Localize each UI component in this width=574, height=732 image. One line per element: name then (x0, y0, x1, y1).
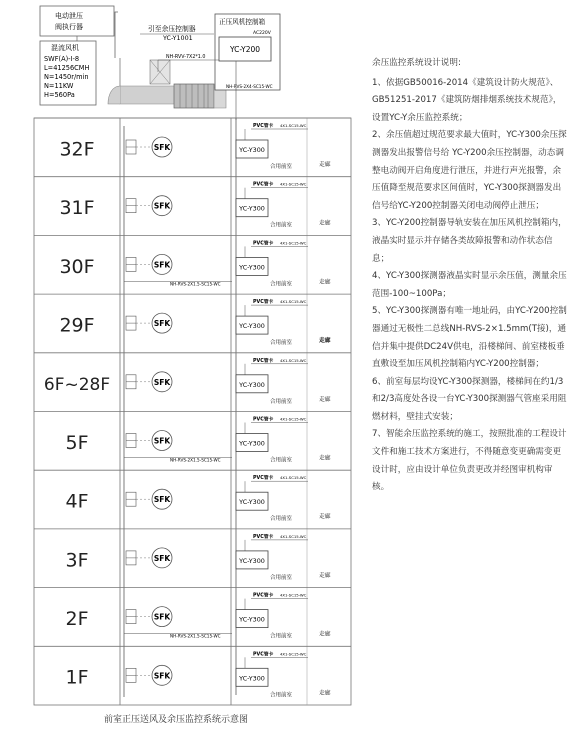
fan-title: 混流风机 (51, 44, 79, 52)
sfk-label: SFK (153, 143, 171, 152)
pipe-spec-label: 4X1-SC15-WC (280, 240, 307, 246)
cable-label: NH-RVS-2X1.5-SC15-WC (170, 281, 221, 287)
sfk-label: SFK (153, 377, 171, 387)
floor-label: 4F (65, 490, 89, 513)
lead-text-2: YC-Y1001 (163, 34, 193, 42)
ac-label: AC220V (253, 31, 271, 36)
fan-spec-4: N=11KW (44, 82, 74, 90)
floor-row (34, 118, 351, 170)
pvc-label: PVC管卡 (253, 652, 274, 658)
valve-actuator-box (40, 6, 114, 36)
room-label: 合用前室 (270, 340, 293, 347)
floor-sections (34, 118, 351, 705)
pvc-label: PVC管卡 (253, 241, 274, 247)
room-label: 合用前室 (270, 574, 293, 581)
corridor-label: 走廊 (319, 572, 331, 579)
pipe-spec-label: 4X1-SC15-WC (280, 651, 307, 657)
sensor-label: YC-Y300 (239, 615, 265, 624)
floor-row (34, 235, 351, 287)
floor-label: 3F (65, 549, 89, 572)
cable-label: NH-RVS-2X1.5-SC15-WC (170, 633, 221, 639)
cable-top-label: NH-RVV-7X2*1.0 (166, 55, 206, 60)
pipe-spec-label: 4X1-SC15-WC (280, 533, 307, 539)
design-notes (372, 55, 568, 497)
room-label: 合用前室 (270, 164, 293, 170)
cable-side-label: NH-RVS-2X4-SC15-WC (226, 84, 273, 89)
fan-spec-1: SWF(A)-I-8 (44, 55, 80, 63)
sfk-label: SFK (153, 553, 171, 563)
sensor-label: YC-Y300 (239, 263, 265, 272)
fan-spec-2: L=41256CMH (44, 64, 90, 72)
room-label: 合用前室 (270, 222, 293, 229)
pvc-label: PVC管卡 (253, 358, 274, 364)
corridor-label: 走廊 (319, 396, 331, 403)
floor-row (34, 588, 351, 640)
pvc-label: PVC管卡 (253, 182, 274, 188)
pipe-spec-label: 4X1-SC15-WC (280, 357, 307, 363)
sfk-label: SFK (153, 495, 171, 505)
floor-label: 5F (65, 431, 89, 454)
pipe-spec-label: 4X1-SC15-WC (280, 592, 307, 598)
fan-spec-5: H=560Pa (44, 91, 75, 99)
corridor-label: 走廊 (319, 514, 331, 521)
notes-item-1: 1、依据GB50016-2014《建筑设计防火规范》、GB51251-2017《建筑防烟排烟系统技术规范》，设置YC-Y余压监控系统； (372, 77, 562, 123)
corridor-label: 走廊 (319, 279, 331, 286)
notes-item-2: 2、余压值超过规范要求最大值时，YC-Y300余压探测器发出报警信号给 YC-Y200余压控制器，动态调整电动阀开启角度进行泄压，并进行声光报警，余压值降至规范要求区间值时，YC-Y300探测器发出信号给YC-Y200控制器关闭电动阀停止泄压； (372, 130, 567, 211)
notes-item-6: 6、前室每层均设YC-Y300探测器，楼梯间在约1/3和2/3高度处各设一台YC-Y300探测器气管座采用阻燃材料，壁挂式安装； (372, 376, 567, 422)
notes-title: 余压监控系统设计说明: (372, 58, 461, 68)
corridor-label: 走廊 (319, 162, 331, 168)
corridor-label: 走廊 (319, 220, 331, 227)
cabinet-title: 正压风机控制箱 (219, 18, 266, 26)
corridor-label: 走廊 (319, 338, 331, 345)
floor-row (34, 177, 351, 229)
sfk-label: SFK (153, 612, 171, 622)
floor-label: 2F (65, 607, 89, 630)
pvc-label: PVC管卡 (253, 124, 274, 129)
floor-label: 32F (59, 138, 95, 161)
room-label: 合用前室 (270, 633, 293, 640)
pvc-label: PVC管卡 (253, 476, 274, 482)
pvc-label: PVC管卡 (253, 593, 274, 599)
pipe-spec-label: 4X1-SC15-WC (280, 299, 307, 305)
floor-row (34, 529, 351, 581)
notes-item-4: 4、YC-Y300探测器液晶实时显示余压值，测量余压范围-100~100Pa； (372, 271, 567, 299)
cable-label: NH-RVS-2X1.5-SC15-WC (170, 457, 221, 463)
sensor-label: YC-Y300 (239, 556, 265, 565)
room-label: 合用前室 (270, 692, 293, 699)
top-equipment-area (40, 6, 280, 120)
corridor-label: 走廊 (319, 690, 331, 697)
floor-label: 31F (59, 197, 95, 220)
corridor-label: 走廊 (319, 455, 331, 462)
sensor-label: YC-Y300 (239, 439, 265, 448)
floor-row (34, 470, 351, 522)
pvc-label: PVC管卡 (253, 534, 274, 540)
fan-spec-3: N=1450r/min (44, 73, 89, 81)
floor-row (34, 353, 351, 405)
pipe-spec-label: 4X1-SC15-WC (280, 123, 307, 128)
floor-row (34, 294, 351, 346)
sfk-label: SFK (153, 260, 171, 270)
sensor-label: YC-Y300 (239, 204, 265, 213)
floor-label: 6F~28F (43, 375, 111, 396)
room-label: 合用前室 (270, 516, 293, 523)
pipe-spec-label: 4X1-SC15-WC (280, 475, 307, 481)
sfk-label: SFK (153, 436, 171, 446)
sensor-label: YC-Y300 (239, 498, 265, 507)
floor-row (34, 646, 351, 698)
room-label: 合用前室 (270, 398, 293, 405)
room-label: 合用前室 (270, 457, 293, 464)
floor-row (34, 412, 351, 464)
room-label: 合用前室 (270, 281, 293, 288)
pipe-spec-label: 4X1-SC15-WC (280, 416, 307, 422)
corridor-label: 走廊 (319, 631, 331, 638)
sensor-label: YC-Y300 (239, 322, 265, 331)
notes-item-5: 5、YC-Y300探测器有唯一地址码，由YC-Y200控制器通过无极性二总线NH-RVS-2×1.5mm(T接)，通信并集中提供DC24V供电，沿楼梯间、前室楼板垂直敷设至加压风机控制箱内YC-Y200控制器； (372, 306, 567, 370)
floor-label: 1F (65, 666, 89, 689)
floor-label: 30F (59, 255, 95, 278)
sfk-label: SFK (153, 319, 171, 329)
pvc-label: PVC管卡 (253, 300, 274, 306)
sensor-label: YC-Y300 (239, 380, 265, 389)
pipe-spec-label: 4X1-SC15-WC (280, 181, 307, 187)
pvc-label: PVC管卡 (253, 417, 274, 423)
controller-label: YC-Y200 (229, 45, 261, 54)
diagram-caption: 前室正压送风及余压监控系统示意图 (104, 715, 249, 725)
valve-label-line2: 阀执行器 (55, 23, 83, 31)
sfk-label: SFK (153, 201, 171, 211)
notes-item-3: 3、YC-Y200控制器导轨安装在加压风机控制箱内，液晶实时显示并存储各类故障报警和动作状态信息； (372, 218, 567, 264)
notes-item-7: 7、智能余压监控系统的施工，按照批准的工程设计文件和施工技术方案进行，不得随意变更确需变更设计时，应由设计单位负责更改并经图审机构审核。 (372, 429, 567, 493)
sfk-label: SFK (153, 671, 171, 681)
floor-label: 29F (59, 314, 95, 337)
sensor-label: YC-Y300 (239, 146, 265, 154)
valve-label-line1: 电动泄压 (55, 12, 83, 20)
lead-text-1: 引至余压控制器 (148, 25, 196, 33)
sensor-label: YC-Y300 (239, 674, 265, 683)
